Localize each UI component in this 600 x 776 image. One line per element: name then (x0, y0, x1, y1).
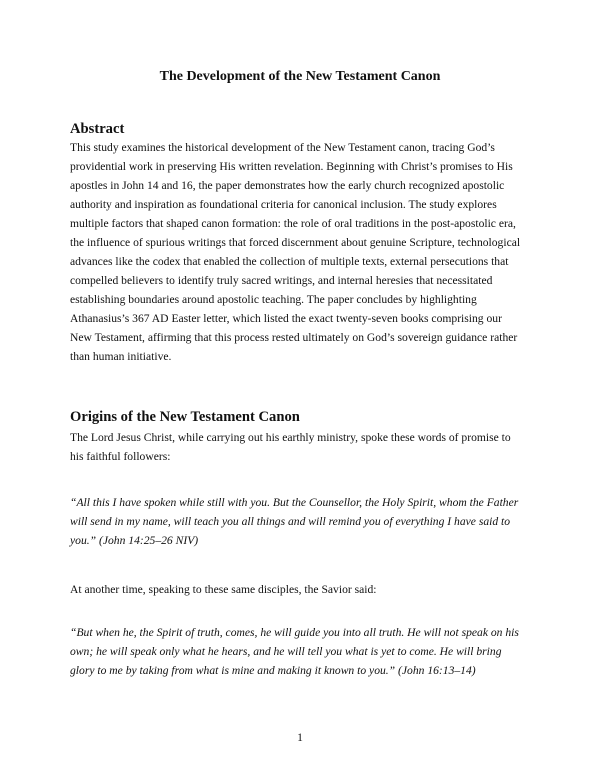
text-line: authority and inspiration as foundational criteria for canonical inclusion. The study explores (70, 198, 497, 211)
text-line: will send in my name, will teach you all things and will remind you of everything I have said to (70, 515, 511, 528)
text-line: advances like the codex that enabled the collection of multiple texts, external persecutions that (70, 255, 509, 268)
text-line: New Testament, affirming that this process rested ultimately on God’s sovereign guidance rather (70, 331, 518, 344)
section-heading-origins: Origins of the New Testament Canon (70, 409, 300, 425)
text-line: you.” (John 14:25–26 NIV) (70, 534, 199, 547)
text-line: Athanasius’s 367 AD Easter letter, which listed the exact twenty-seven books comprising our (70, 312, 502, 325)
text-line: the influence of spurious writings that forced discernment about genuine Scripture, technological (70, 236, 521, 249)
text-line: than human initiative. (70, 350, 172, 363)
text-line: apostles in John 14 and 16, the paper demonstrates how the early church recognized apostolic (70, 179, 505, 192)
scripture-quote-john-14 (70, 493, 545, 550)
section-heading-abstract: Abstract (70, 121, 125, 137)
text-line: his faithful followers: (70, 450, 171, 463)
text-line: providential work in preserving His written revelation. Beginning with Christ’s promises to His (70, 160, 513, 173)
text-line: multiple factors that shaped canon formation: the role of oral traditions in the post-apostolic era, (70, 217, 516, 230)
text-line: The Lord Jesus Christ, while carrying out his earthly ministry, spoke these words of promise to (70, 431, 511, 444)
text-line: “All this I have spoken while still with you. But the Counsellor, the Holy Spirit, whom the Father (70, 496, 519, 509)
body-paragraph (70, 428, 545, 466)
text-line: This study examines the historical development of the New Testament canon, tracing God’s (70, 141, 495, 154)
text-line: compelled believers to identify truly sacred writings, and internal heresies that necessitated (70, 274, 493, 287)
document-title: The Development of the New Testament Canon (159, 69, 441, 84)
text-line: own; he will speak only what he hears, and he will tell you what is yet to come. He will bring (70, 645, 502, 658)
text-line: establishing boundaries around apostolic teaching. The paper concludes by highlighting (70, 293, 477, 306)
body-paragraph (70, 580, 545, 599)
page-number: 1 (297, 731, 303, 744)
text-line: “But when he, the Spirit of truth, comes, he will guide you into all truth. He will not speak on his (70, 626, 519, 639)
text-line: At another time, speaking to these same disciples, the Savior said: (70, 583, 377, 596)
scripture-quote-john-16 (70, 623, 545, 680)
abstract-paragraph (70, 138, 545, 366)
text-line: glory to me by taking from what is mine and making it known to you.” (John 16:13–14) (70, 664, 476, 677)
